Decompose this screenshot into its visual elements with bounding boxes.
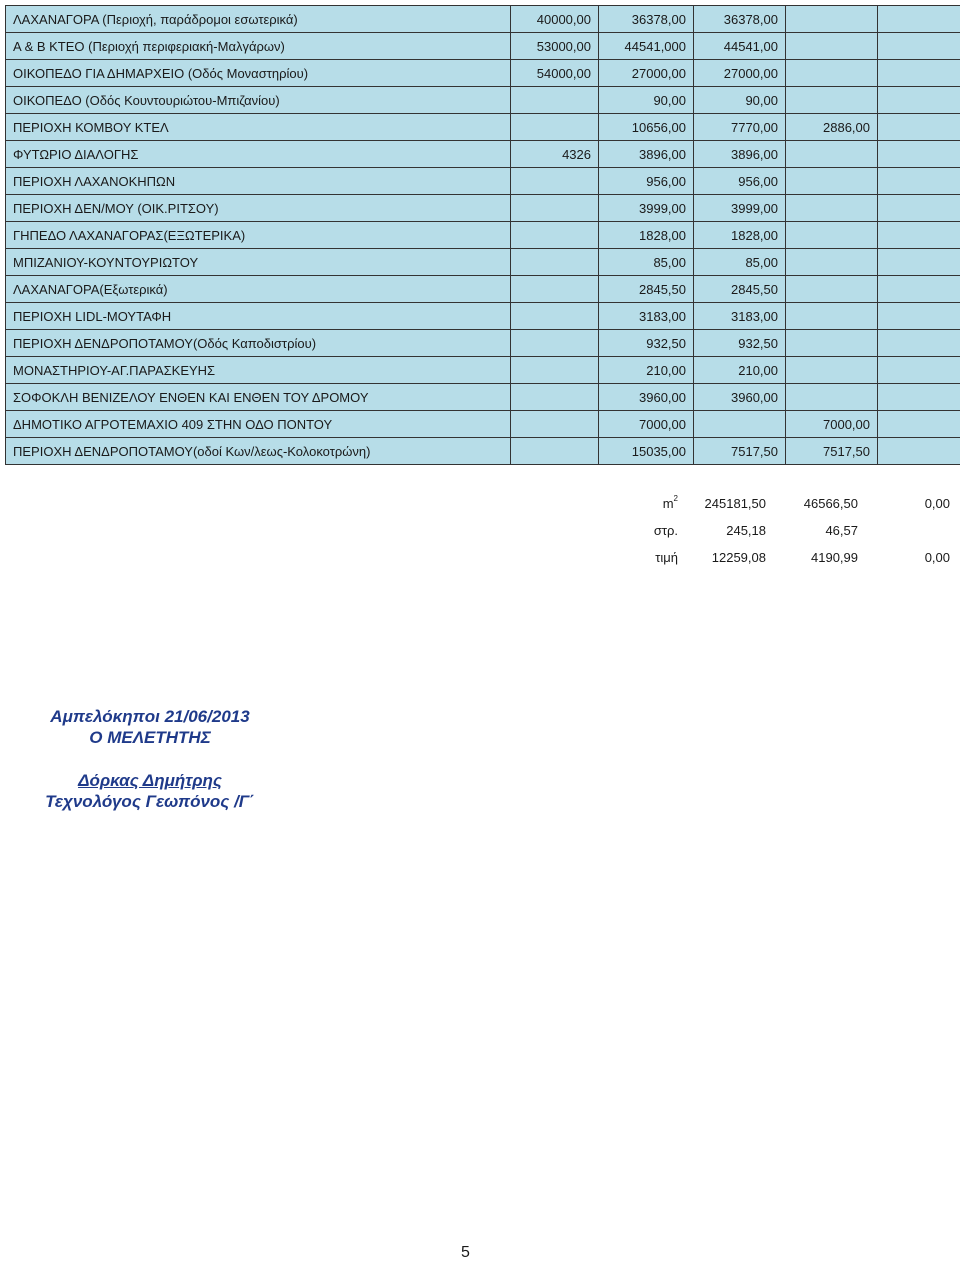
totals-label: $m^2$ (662, 494, 678, 511)
value-cell: 44541,000 (599, 33, 694, 60)
value-cell (786, 195, 878, 222)
value-cell (694, 411, 786, 438)
value-cell (878, 276, 960, 303)
table-row (6, 249, 960, 276)
row-name-cell: ΟΙΚΟΠΕΔΟ ΓΙΑ ΔΗΜΑΡΧΕΙΟ (Οδός Μοναστηρίου) (6, 60, 511, 87)
value-cell: 2845,50 (599, 276, 694, 303)
table-row (6, 6, 960, 33)
value-cell: 7770,00 (694, 114, 786, 141)
row-name-cell: ΛΑΧΑΝΑΓΟΡΑ (Περιοχή, παράδρομοι εσωτερικά) (6, 6, 511, 33)
totals-value: 0,00 (924, 550, 950, 565)
value-cell: 1828,00 (599, 222, 694, 249)
totals-value: 245,18 (726, 523, 766, 538)
totals-value: 46566,50 (803, 496, 858, 511)
value-cell: 36378,00 (599, 6, 694, 33)
signer-title: Τεχνολόγος Γεωπόνος /Γ΄ (45, 792, 255, 811)
value-cell: 3896,00 (694, 141, 786, 168)
value-cell (878, 222, 960, 249)
value-cell: 90,00 (599, 87, 694, 114)
row-name-cell: ΠΕΡΙΟΧΗ ΛΑΧΑΝΟΚΗΠΩΝ (6, 168, 511, 195)
value-cell (786, 222, 878, 249)
value-cell: 85,00 (599, 249, 694, 276)
table-row (6, 87, 960, 114)
table-row (6, 357, 960, 384)
value-cell (786, 60, 878, 87)
totals-value: 0,00 (924, 496, 950, 511)
value-cell (511, 303, 599, 330)
row-name-cell: ΟΙΚΟΠΕΔΟ (Οδός Κουντουριώτου-Μπιζανίου) (6, 87, 511, 114)
totals-value: 4190,99 (811, 550, 858, 565)
table-row (6, 195, 960, 222)
value-cell: 4326 (511, 141, 599, 168)
row-name-cell: Α & Β ΚΤΕΟ (Περιοχή περιφεριακή-Μαλγάρων) (6, 33, 511, 60)
value-cell (878, 114, 960, 141)
table-row (6, 141, 960, 168)
value-cell (511, 249, 599, 276)
value-cell: 53000,00 (511, 33, 599, 60)
value-cell (786, 249, 878, 276)
totals-label: στρ. (653, 523, 678, 538)
value-cell: 54000,00 (511, 60, 599, 87)
row-name-cell: ΛΑΧΑΝΑΓΟΡΑ(Εξωτερικά) (6, 276, 511, 303)
value-cell (786, 357, 878, 384)
totals-row-price (590, 544, 960, 571)
table-row (6, 438, 960, 465)
value-cell (511, 357, 599, 384)
totals-value: 46,57 (825, 523, 858, 538)
value-cell (878, 249, 960, 276)
table-row (6, 384, 960, 411)
value-cell (878, 303, 960, 330)
totals-label: τιμή (655, 550, 678, 565)
value-cell: 956,00 (599, 168, 694, 195)
totals-row-m2 (590, 490, 960, 517)
totals-block (590, 490, 960, 571)
value-cell (878, 141, 960, 168)
areas-table (5, 5, 960, 465)
value-cell: 1828,00 (694, 222, 786, 249)
value-cell (511, 168, 599, 195)
row-name-cell: ΦΥΤΩΡΙΟ ΔΙΑΛΟΓΗΣ (6, 141, 511, 168)
value-cell: 3183,00 (694, 303, 786, 330)
row-name-cell: ΠΕΡΙΟΧΗ ΔΕΝ/ΜΟΥ (ΟΙΚ.ΡΙΤΣΟΥ) (6, 195, 511, 222)
value-cell (878, 330, 960, 357)
table-row (6, 222, 960, 249)
value-cell (878, 438, 960, 465)
totals-value: 245181,50 (704, 496, 766, 511)
value-cell: 932,50 (599, 330, 694, 357)
value-cell: 3960,00 (599, 384, 694, 411)
row-name-cell: ΔΗΜΟΤΙΚΟ ΑΓΡΟΤΕΜΑΧΙΟ 409 ΣΤΗΝ ΟΔΟ ΠΟΝΤΟΥ (6, 411, 511, 438)
value-cell (786, 384, 878, 411)
row-name-cell: ΜΠΙΖΑΝΙΟΥ-ΚΟΥΝΤΟΥΡΙΩΤΟΥ (6, 249, 511, 276)
value-cell: 3999,00 (599, 195, 694, 222)
value-cell: 7000,00 (599, 411, 694, 438)
page-number: 5 (461, 1244, 470, 1261)
value-cell: 10656,00 (599, 114, 694, 141)
value-cell: 27000,00 (694, 60, 786, 87)
table-row (6, 168, 960, 195)
value-cell (878, 411, 960, 438)
value-cell: 3896,00 (599, 141, 694, 168)
signer-name: Δόρκας Δημήτρης (78, 771, 222, 790)
totals-value: 12259,08 (711, 550, 766, 565)
value-cell (786, 87, 878, 114)
value-cell: 15035,00 (599, 438, 694, 465)
table-row (6, 303, 960, 330)
value-cell: 932,50 (694, 330, 786, 357)
value-cell (511, 411, 599, 438)
value-cell (511, 87, 599, 114)
row-name-cell: ΠΕΡΙΟΧΗ ΚΟΜΒΟΥ ΚΤΕΛ (6, 114, 511, 141)
row-name-cell: ΠΕΡΙΟΧΗ LIDL-ΜΟΥΤΑΦΗ (6, 303, 511, 330)
value-cell (878, 60, 960, 87)
value-cell (786, 33, 878, 60)
totals-row-stremmata (590, 517, 960, 544)
row-name-cell: ΠΕΡΙΟΧΗ ΔΕΝΔΡΟΠΟΤΑΜΟΥ(Οδός Καποδιστρίου) (6, 330, 511, 357)
value-cell (786, 303, 878, 330)
value-cell (511, 195, 599, 222)
value-cell (511, 222, 599, 249)
row-name-cell: ΜΟΝΑΣΤΗΡΙΟΥ-ΑΓ.ΠΑΡΑΣΚΕΥΗΣ (6, 357, 511, 384)
value-cell: 2845,50 (694, 276, 786, 303)
value-cell (786, 276, 878, 303)
value-cell: 27000,00 (599, 60, 694, 87)
value-cell: 3999,00 (694, 195, 786, 222)
value-cell: 40000,00 (511, 6, 599, 33)
table-row (6, 411, 960, 438)
value-cell: 7517,50 (786, 438, 878, 465)
row-name-cell: ΣΟΦΟΚΛΗ ΒΕΝΙΖΕΛΟΥ ΕΝΘΕΝ ΚΑΙ ΕΝΘΕΝ ΤΟΥ ΔΡΟΜΟΥ (6, 384, 511, 411)
table-row (6, 33, 960, 60)
row-name-cell: ΓΗΠΕΔΟ ΛΑΧΑΝΑΓΟΡΑΣ(ΕΞΩΤΕΡΙΚΑ) (6, 222, 511, 249)
value-cell: 36378,00 (694, 6, 786, 33)
signer-role: Ο ΜΕΛΕΤΗΤΗΣ (89, 728, 211, 747)
value-cell (878, 384, 960, 411)
value-cell (511, 438, 599, 465)
signature-block (20, 706, 280, 812)
value-cell (878, 195, 960, 222)
value-cell: 956,00 (694, 168, 786, 195)
table-row (6, 276, 960, 303)
value-cell (786, 330, 878, 357)
areas-table-body (6, 6, 960, 465)
table-row (6, 330, 960, 357)
value-cell (511, 276, 599, 303)
value-cell: 2886,00 (786, 114, 878, 141)
table-row (6, 60, 960, 87)
row-name-cell: ΠΕΡΙΟΧΗ ΔΕΝΔΡΟΠΟΤΑΜΟΥ(οδοί Κων/λεως-Κολοκοτρώνη) (6, 438, 511, 465)
value-cell: 7517,50 (694, 438, 786, 465)
value-cell: 44541,00 (694, 33, 786, 60)
value-cell (878, 357, 960, 384)
value-cell (878, 168, 960, 195)
value-cell (786, 141, 878, 168)
value-cell: 3183,00 (599, 303, 694, 330)
value-cell (511, 114, 599, 141)
value-cell (786, 168, 878, 195)
value-cell: 7000,00 (786, 411, 878, 438)
value-cell: 3960,00 (694, 384, 786, 411)
value-cell: 210,00 (694, 357, 786, 384)
value-cell: 210,00 (599, 357, 694, 384)
superscript: 2 (673, 494, 678, 503)
value-cell (511, 330, 599, 357)
value-cell (511, 384, 599, 411)
value-cell (878, 33, 960, 60)
value-cell (786, 6, 878, 33)
value-cell (878, 6, 960, 33)
value-cell: 85,00 (694, 249, 786, 276)
place-date: Αμπελόκηποι 21/06/2013 (50, 707, 250, 726)
table-row (6, 114, 960, 141)
value-cell (878, 87, 960, 114)
value-cell: 90,00 (694, 87, 786, 114)
